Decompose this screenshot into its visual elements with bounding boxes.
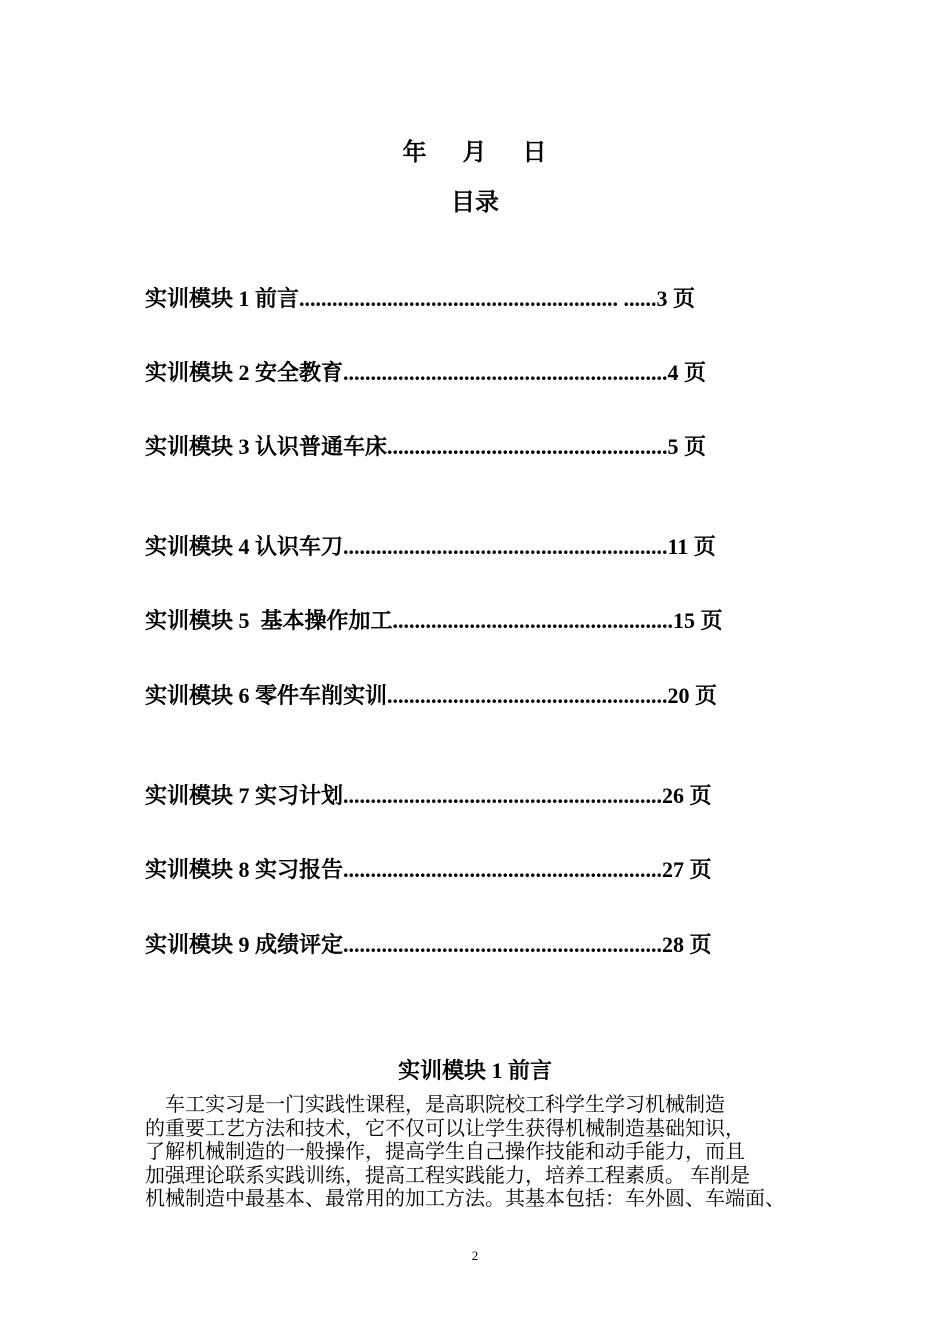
toc-entry-3: 实训模块 3 认识普通车床...................................................5 页: [145, 434, 707, 459]
toc-entry-8: 实训模块 8 实习报告..........................................................27 页: [145, 857, 712, 882]
toc-entry-7: 实训模块 7 实习计划..........................................................26 页: [145, 783, 712, 808]
body-line: 机械制造中最基本、最常用的加工方法。其基本包括：车外圆、车端面、: [145, 1188, 785, 1210]
section-title: 实训模块 1 前言: [397, 1058, 552, 1083]
toc-title: 目录: [451, 190, 499, 216]
toc-entry-4: 实训模块 4 认识车刀...........................................................11 页: [145, 534, 716, 559]
body-line: 的重要工艺方法和技术，它不仅可以让学生获得机械制造基础知识，: [145, 1117, 745, 1140]
toc-entry-5: 实训模块 5 基本操作加工...................................................15 页: [145, 608, 723, 633]
toc-entry-9: 实训模块 9 成绩评定..........................................................28 页: [145, 932, 712, 957]
body-line: 加强理论联系实践训练，提高工程实践能力，培养工程素质。 车削是: [145, 1164, 750, 1187]
section-body: [145, 1094, 825, 1212]
toc-entry-2: 实训模块 2 安全教育...........................................................4 页: [145, 360, 707, 385]
date-line: 年 月 日: [402, 140, 548, 166]
body-line: 车工实习是一门实践性课程，是高职院校工科学生学习机械制造: [145, 1094, 725, 1116]
toc-entry-6: 实训模块 6 零件车削实训...................................................20 页: [145, 683, 718, 708]
toc-entry-1: 实训模块 1 前言.......................................................... ......3 页: [145, 286, 696, 311]
body-line: 了解机械制造的一般操作，提高学生自己操作技能和动手能力，而且: [145, 1141, 745, 1163]
page-number: 2: [471, 1248, 479, 1263]
